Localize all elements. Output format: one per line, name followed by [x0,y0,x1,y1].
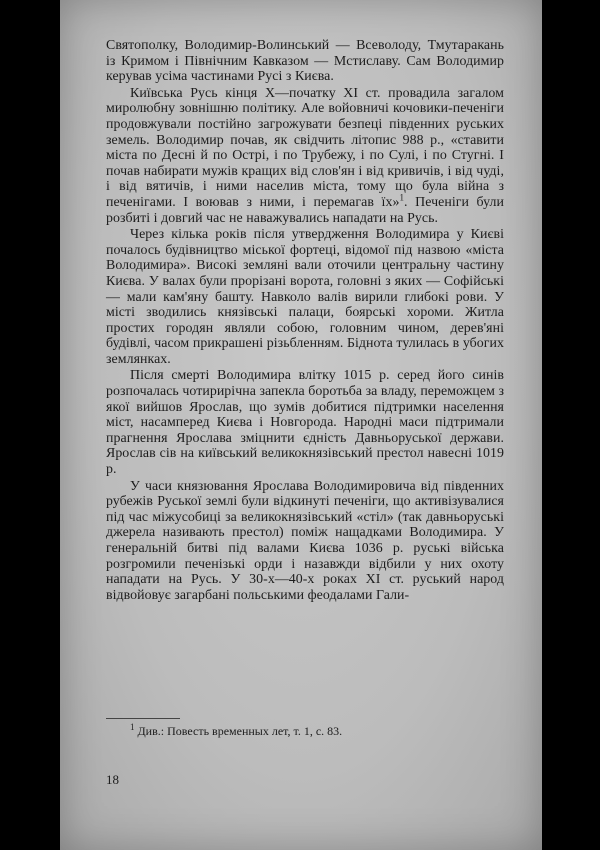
page-number: 18 [106,772,119,787]
book-page [60,0,542,850]
footnote-text: Див.: Повесть временных лет, т. 1, с. 83. [137,724,343,738]
paragraph-2-text: Київська Русь кінця X—початку XI ст. провадила загалом миролюбну зовнішню політику. Але войовничі кочовики-печеніги продовжували постійно загрожувати безпеці південних руських земель. Володимир почав, як свідчить літопис 988 р., «ставити міста по Десні й по Острі, і по Трубежу, і по Сулі, і по Стугні. І почав набирати мужів кращих від слов'ян і від кривичів, і від чуді, і від вятичів, і ними населив міста, тому що була війна з печенігами. І воював з ними, і перемагав їх» [106,85,504,210]
footnote [130,724,500,739]
paragraph-3: Через кілька років після утвердження Володимира у Києві почалось будівництво міської фортеці, відомої під назвою «міста Володимира». Високі земляні вали оточили центральну частину Києва. У валах були прорізані ворота, головні з яких — Софійські — мали кам'яну башту. Навколо валів вирили глибокі рови. У місті зводились князівські палаци, боярські хороми. Житла простих городян являли собою, головним чином, дерев'яні будівлі, часом прикрашені різьбленням. Біднота тулилась в убогих землянках. [106,227,504,367]
footnote-marker: 1 [130,722,135,732]
paragraph-2: Київська Русь кінця X—початку XI ст. провадила загалом миролюбну зовнішню політику. Але войовничі кочовики-печеніги продовжували постійно загрожувати безпеці південних руських земель. Володимир почав, як свідчить літопис 988 р., «ставити міста по Десні й по Острі, і по Трубежу, і по Сулі, і по Стугні. І почав набирати мужів кращих від слов'ян і від кривичів, і від чуді, і від вятичів, і ними населив міста, тому що була війна з печенігами. І воював з ними, і перемагав їх»$^1$. Печеніги були розбиті і довгий час не наважувались нападати на Русь. [106,85,504,226]
paragraph-4: Після смерті Володимира влітку 1015 р. серед його синів розпочалась чотирирічна запекла боротьба за владу, переможцем з якої вийшов Ярослав, що зумів добитися підтримки населення міст, насамперед Києва і Новгорода. Народні маси підтримали прагнення Ярослава зміцнити єдність Давньоруської держави. Ярослав сів на київський великокнязівський престол навесні 1019 р. [106,368,504,478]
paragraph-5: У часи князювання Ярослава Володимировича від південних рубежів Руської землі були відкинуті печеніги, що активізувалися під час міжусобиці за великокнязівський «стіл» (так давньоруські джерела називають престол) поміж нащадками Володимира. У генеральній битві під валами Києва 1036 р. руські війська розгромили печенізькі орди і назавжди відбили у них охоту нападати на Русь. У 30-х—40-х роках XI ст. руський народ відвойовує загарбані польськими феодалами Гали- [106,478,504,603]
body-text [106,38,504,603]
footnote-reference: 1 [399,192,405,203]
paragraph-1: Святополку, Володимир-Волинський — Всеволоду, Тмутаракань із Кримом і Північним Кавказом — Мстиславу. Сам Володимир керував усіма частинами Русі з Києва. [106,38,504,85]
paragraph-2-continuation: Печеніги були розбиті і довгий час не наважувались нападати на Русь. [106,194,504,226]
footnote-divider [106,718,180,719]
